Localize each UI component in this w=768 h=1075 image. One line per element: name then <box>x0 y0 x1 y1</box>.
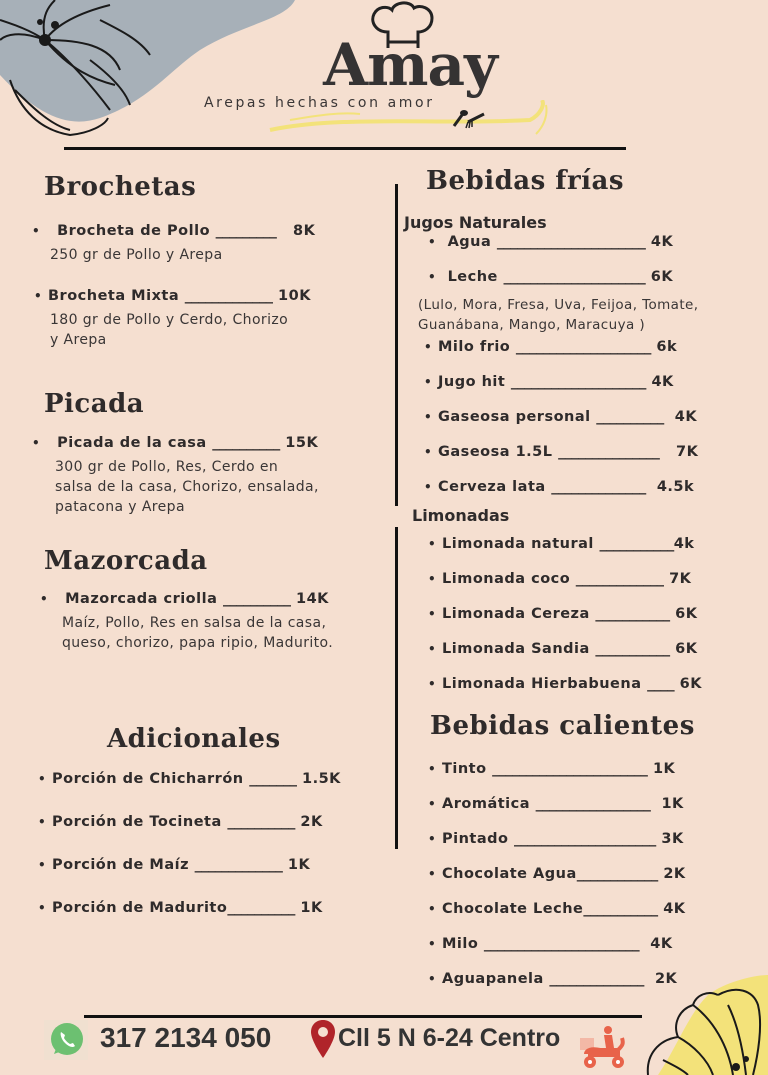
price: 4K <box>663 901 686 917</box>
price: 1K <box>287 857 311 873</box>
menu-item: • Gaseosa personal __________ 4K <box>424 409 698 425</box>
brand-tagline: Arepas hechas con amor <box>204 95 435 111</box>
menu-item: • Milo frio ____________________ 6k <box>424 339 678 355</box>
menu-item: • Agua ______________________ 4K <box>428 234 674 250</box>
menu-item: • Tinto _______________________ 1K <box>428 761 676 777</box>
menu-item: • Milo _______________________ 4K <box>428 936 673 952</box>
juice-flavors: (Lulo, Mora, Fresa, Uva, Feijoa, Tomate, Guanábana, Mango, Maracuya ) <box>418 297 699 333</box>
price: 8K <box>293 223 316 239</box>
menu-item: • Porción de Tocineta __________ 2K <box>38 814 323 830</box>
menu-item: • Pintado _____________________ 3K <box>428 831 684 847</box>
cutlery-icon <box>452 108 486 130</box>
price: 1.5K <box>302 771 341 787</box>
item-description: 250 gr de Pollo y Arepa <box>50 247 223 263</box>
section-title-bebidas-frias: Bebidas frías <box>426 166 625 196</box>
menu-item: • Aguapanela ______________ 2K <box>428 971 678 987</box>
address: Cll 5 N 6-24 Centro <box>338 1024 561 1052</box>
menu-item: • Jugo hit ____________________ 4K <box>424 374 674 390</box>
menu-item: • Porción de Madurito__________ 1K <box>38 900 323 916</box>
menu-item: • Brocheta de Pollo _________ 8K <box>32 223 316 239</box>
section-title-picada: Picada <box>44 389 145 419</box>
price: 1K <box>300 900 323 916</box>
top-divider <box>64 147 626 150</box>
section-title-brochetas: Brochetas <box>44 172 197 202</box>
item-description: Maíz, Pollo, Res en salsa de la casa, queso, chorizo, papa ripio, Madurito. <box>62 615 334 651</box>
brand-logo <box>200 0 540 140</box>
price: 6K <box>675 641 698 657</box>
price: 4K <box>650 234 674 250</box>
menu-item: • Limonada natural ___________4k <box>428 536 695 552</box>
price: 6K <box>675 606 698 622</box>
price: 1K <box>661 796 684 812</box>
menu-item: • Chocolate Leche___________ 4K <box>428 901 686 917</box>
price: 15K <box>285 435 319 451</box>
section-title-mazorcada: Mazorcada <box>44 546 208 576</box>
menu-item: • Porción de Maíz _____________ 1K <box>38 857 311 873</box>
price: 2K <box>654 971 678 987</box>
location-pin-icon <box>310 1020 336 1058</box>
price: 1K <box>652 761 676 777</box>
price: 2K <box>300 814 323 830</box>
menu-item: • Chocolate Agua____________ 2K <box>428 866 686 882</box>
whatsapp-icon <box>44 1020 88 1060</box>
price: 4K <box>651 374 674 390</box>
menu-item: • Gaseosa 1.5L _______________ 7K <box>424 444 699 460</box>
menu-item: • Leche _____________________ 6K <box>428 269 674 285</box>
delivery-scooter-icon <box>578 1024 628 1070</box>
column-divider-lower <box>395 527 398 849</box>
bottom-divider <box>84 1015 642 1018</box>
price: 6k <box>656 339 678 355</box>
flower-decoration-icon <box>618 975 768 1075</box>
price: 14K <box>296 591 329 607</box>
section-title-adicionales: Adicionales <box>107 724 281 754</box>
menu-item: • Limonada Cereza ___________ 6K <box>428 606 698 622</box>
yellow-swoosh-decoration <box>260 100 550 140</box>
menu-item: • Mazorcada criolla __________ 14K <box>40 591 329 607</box>
phone-number[interactable]: 317 2134 050 <box>100 1022 272 1053</box>
menu-item: • Porción de Chicharrón _______ 1.5K <box>38 771 341 787</box>
price: 6K <box>679 676 702 692</box>
price: 7K <box>669 571 692 587</box>
menu-item: • Limonada coco _____________ 7K <box>428 571 692 587</box>
menu-item: • Picada de la casa __________ 15K <box>32 435 319 451</box>
price: 4K <box>674 409 698 425</box>
price: 4.5k <box>656 479 695 495</box>
menu-item: • Cerveza lata ______________ 4.5k <box>424 479 695 495</box>
subsection-title-jugos: Jugos Naturales <box>404 213 547 232</box>
menu-item: • Limonada Sandia ___________ 6K <box>428 641 698 657</box>
price: 10K <box>278 288 311 304</box>
menu-item: • Limonada Hierbabuena ____ 6K <box>428 676 702 692</box>
price: 4K <box>650 936 673 952</box>
subsection-title-limonadas: Limonadas <box>412 506 510 525</box>
price: 6K <box>650 269 674 285</box>
menu-item: • Aromática _________________ 1K <box>428 796 684 812</box>
price: 4k <box>673 536 695 552</box>
brand-name: Amay <box>323 31 497 99</box>
item-description: 300 gr de Pollo, Res, Cerdo en salsa de la casa, Chorizo, ensalada, patacona y Arepa <box>55 459 319 515</box>
price: 3K <box>661 831 684 847</box>
price: 2K <box>663 866 686 882</box>
column-divider-upper <box>395 184 398 506</box>
menu-item: • Brocheta Mixta _____________ 10K <box>34 288 311 304</box>
price: 7K <box>675 444 699 460</box>
section-title-bebidas-calientes: Bebidas calientes <box>430 711 695 741</box>
item-description: 180 gr de Pollo y Cerdo, Chorizo y Arepa <box>50 312 289 348</box>
